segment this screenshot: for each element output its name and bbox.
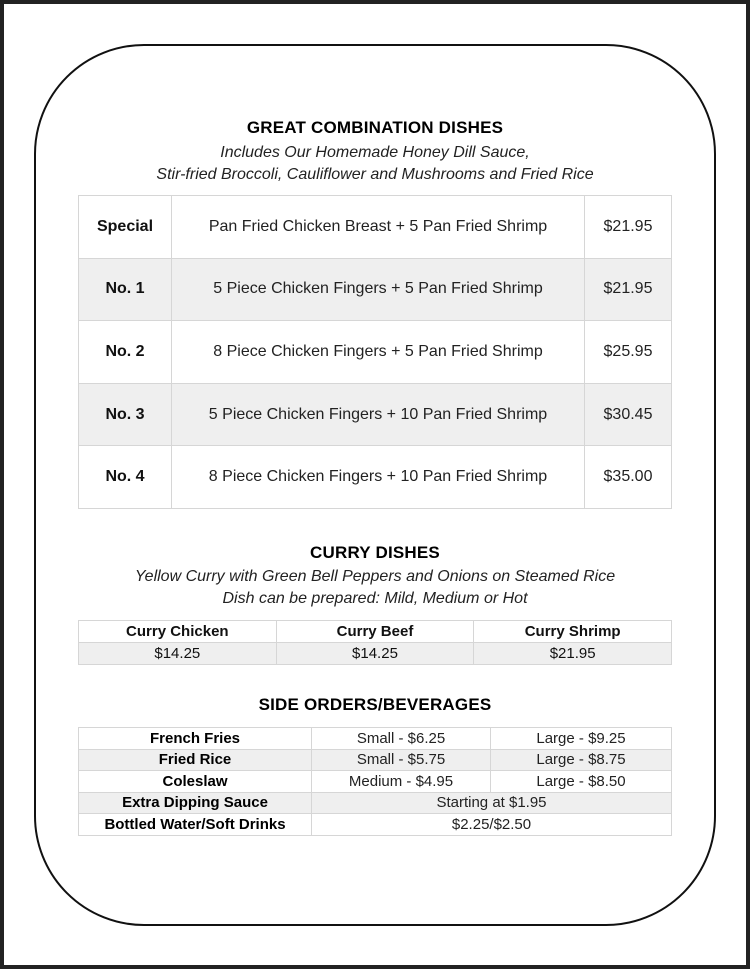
- side-row: [79, 728, 672, 750]
- combo-number: No. 3: [79, 383, 172, 446]
- combo-price: $30.45: [585, 383, 672, 446]
- combo-price: $35.00: [585, 446, 672, 509]
- sides-table: [78, 727, 672, 836]
- curry-subtitle-1: Yellow Curry with Green Bell Peppers and Onions on Steamed Rice: [134, 568, 616, 585]
- combo-number: No. 4: [79, 446, 172, 509]
- side-small-price: Small - $5.75: [312, 749, 491, 771]
- sides-title: SIDE ORDERS/BEVERAGES: [258, 695, 492, 714]
- curry-names-row: [79, 621, 672, 643]
- side-row: [79, 771, 672, 793]
- combo-price: $21.95: [585, 258, 672, 321]
- side-row: [79, 792, 672, 814]
- combo-number: No. 1: [79, 258, 172, 321]
- combo-row: [79, 196, 672, 259]
- combo-description: 8 Piece Chicken Fingers + 10 Pan Fried Shrimp: [172, 446, 585, 509]
- curry-table: [78, 620, 672, 665]
- combo-row: [79, 321, 672, 384]
- curry-price: $21.95: [474, 643, 672, 665]
- side-price: Starting at $1.95: [312, 792, 672, 814]
- combo-number: No. 2: [79, 321, 172, 384]
- side-large-price: Large - $8.50: [491, 771, 672, 793]
- curry-price: $14.25: [276, 643, 474, 665]
- side-item: Fried Rice: [79, 749, 312, 771]
- side-small-price: Small - $6.25: [312, 728, 491, 750]
- combo-description: Pan Fried Chicken Breast + 5 Pan Fried Shrimp: [172, 196, 585, 259]
- side-item: French Fries: [79, 728, 312, 750]
- curry-name: Curry Chicken: [79, 621, 277, 643]
- curry-prices-row: [79, 643, 672, 665]
- side-price: $2.25/$2.50: [312, 814, 672, 836]
- combo-title: GREAT COMBINATION DISHES: [246, 118, 504, 137]
- side-row: [79, 749, 672, 771]
- combo-description: 5 Piece Chicken Fingers + 10 Pan Fried Shrimp: [172, 383, 585, 446]
- combo-price: $25.95: [585, 321, 672, 384]
- combo-description: 8 Piece Chicken Fingers + 5 Pan Fried Shrimp: [172, 321, 585, 384]
- side-item: Bottled Water/Soft Drinks: [79, 814, 312, 836]
- combo-table: [78, 195, 672, 509]
- combo-row: [79, 258, 672, 321]
- curry-price: $14.25: [79, 643, 277, 665]
- combo-row: [79, 383, 672, 446]
- combo-subtitle-1: Includes Our Homemade Honey Dill Sauce,: [220, 144, 530, 161]
- side-item: Extra Dipping Sauce: [79, 792, 312, 814]
- combo-price: $21.95: [585, 196, 672, 259]
- side-small-price: Medium - $4.95: [312, 771, 491, 793]
- curry-subtitle-2: Dish can be prepared: Mild, Medium or Hot: [222, 590, 528, 607]
- curry-name: Curry Shrimp: [474, 621, 672, 643]
- combo-subtitle-2: Stir-fried Broccoli, Cauliflower and Mushrooms and Fried Rice: [156, 166, 594, 183]
- combo-description: 5 Piece Chicken Fingers + 5 Pan Fried Shrimp: [172, 258, 585, 321]
- side-large-price: Large - $8.75: [491, 749, 672, 771]
- curry-title: CURRY DISHES: [310, 543, 440, 562]
- side-large-price: Large - $9.25: [491, 728, 672, 750]
- side-item: Coleslaw: [79, 771, 312, 793]
- side-row: [79, 814, 672, 836]
- curry-name: Curry Beef: [276, 621, 474, 643]
- combo-number: Special: [79, 196, 172, 259]
- combo-row: [79, 446, 672, 509]
